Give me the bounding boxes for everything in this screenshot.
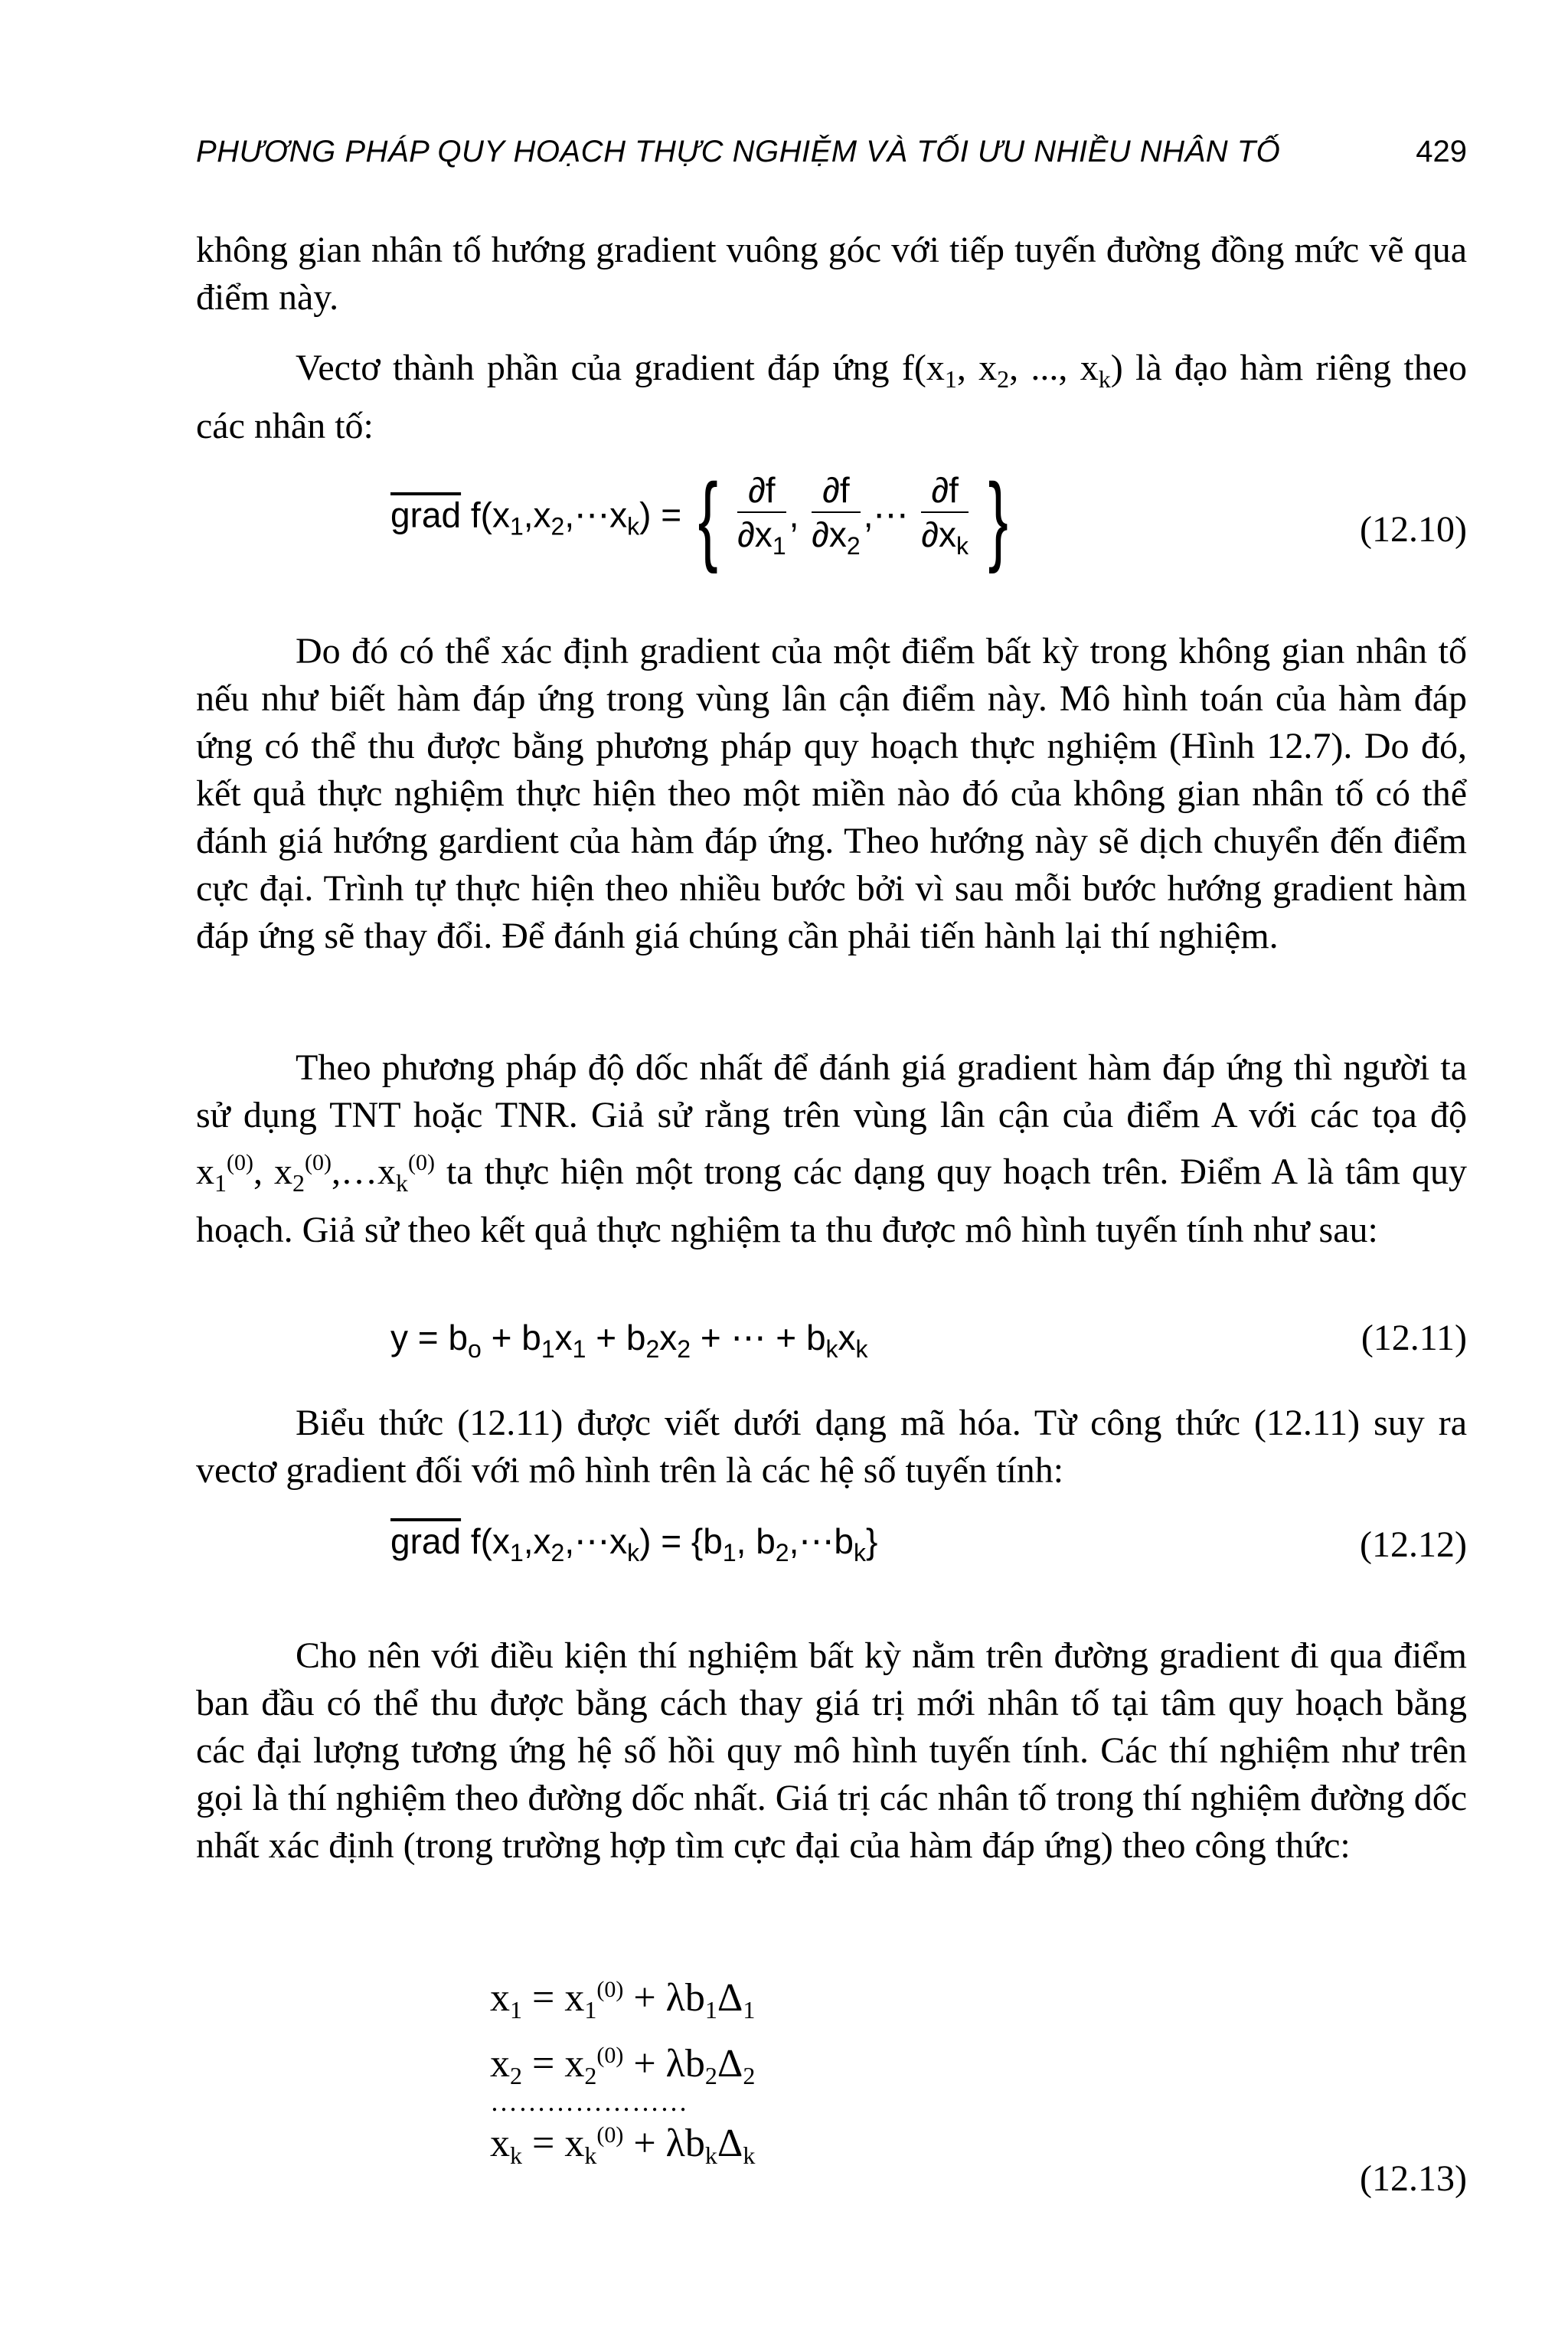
paragraph: Do đó có thể xác định gradient của một điểm bất kỳ trong không gian nhân tố nếu như biết hàm đáp ứng trong vùng lân cận điểm này. Mô hình toán của hàm đáp ứng có thể thu được bằng phương pháp quy hoạch thực nghiệm (Hình 12.7). Do đó, kết quả thực nghiệm thực hiện theo một miền nào đó của không gian nhân tố có thể đánh giá hướng gardient của hàm đáp ứng. Theo hướng này sẽ dịch chuyển đến điểm cực đại. Trình tự thực hiện theo nhiều bước bởi vì sau mỗi bước hướng gradient hàm đáp ứng sẽ thay đổi. Để đánh giá chúng cần phải tiến hành lại thí nghiệm. (196, 631, 1467, 956)
paragraph: Biểu thức (12.11) được viết dưới dạng mã hóa. Từ công thức (12.11) suy ra vectơ gradient đối với mô hình trên là các hệ số tuyến tính: (196, 1403, 1467, 1491)
page-number: 429 (1416, 135, 1467, 168)
equation-12-13-line-2: $x_2 = x_2^{(0)} + \lambda b_2\Delta_2$ (490, 2042, 756, 2089)
header-title: PHƯƠNG PHÁP QUY HOẠCH THỰC NGHIỆM VÀ TỐI ƯU NHIỀU NHÂN TỐ (196, 135, 1281, 168)
paragraph: Vectơ thành phần của gradient đáp ứng $f(x_1$, $x_2$, ..., $x_k$) là đạo hàm riêng theo các nhân tố: (196, 348, 1468, 446)
paragraph: Cho nên với điều kiện thí nghiệm bất kỳ nằm trên đường gradient đi qua điểm ban đầu có thể thu được bằng cách thay giá trị mới nhân tố tại tâm quy hoạch bằng các đại lượng tương ứng hệ số hồi quy mô hình tuyến tính. Các thí nghiệm như trên gọi là thí nghiệm theo đường dốc nhất. Giá trị các nhân tố trong thí nghiệm đường dốc nhất xác định (trong trường hợp tìm cực đại của hàm đáp ứng) theo công thức: (196, 1635, 1467, 1866)
equation-12-12: grad $f(x_1,x_2,\cdots x_k) = \{b_1$, $b_2,\cdots b_k$} (390, 1521, 878, 1566)
equation-number: (12.13) (1360, 2158, 1467, 2199)
equation-12-13-line-k: $x_k = x_k^{(0)} + \lambda b_k\Delta_k$ (490, 2122, 756, 2169)
equation-number: (12.11) (1361, 1318, 1467, 1358)
paragraph: không gian nhân tố hướng gradient vuông góc với tiếp tuyến đường đồng mức vẽ qua điểm này. (196, 230, 1467, 318)
equation-12-11: $y = b_o + b_1x_1 + b_2x_2$ + ⋯ + $b_kx_k$ (390, 1318, 868, 1363)
equation-number: (12.10) (1360, 509, 1467, 550)
ellipsis-row: ………………… (490, 2086, 688, 2117)
paragraph: Theo phương pháp độ dốc nhất để đánh giá gradient hàm đáp ứng thì người ta sử dụng TNT hoặc TNR. Giả sử rằng trên vùng lân cận của điểm A với các tọa độ $x_1^{(0)}$, $x_2^{(0)},\dots x_k^{(0)}$ ta thực hiện một trong các dạng quy hoạch trên. Điểm A là tâm quy hoạch. Giả sử theo kết quả thực nghiệm ta thu được mô hình tuyến tính như sau: (196, 1047, 1468, 1250)
running-header (196, 135, 1467, 181)
equation-12-13-line-1: $x_1 = x_1^{(0)} + \lambda b_1\Delta_1$ (490, 1976, 756, 2024)
equation-12-10: grad $f(x_1,x_2,\cdots x_k)$ = { $\frac{\partial f}{\partial x_1}$ , $\frac{\partial f}{\partial x_2}$ ,⋯ $\frac{\partial f}{\partial x_k}$ } (390, 462, 1008, 574)
equation-number: (12.12) (1360, 1524, 1467, 1565)
